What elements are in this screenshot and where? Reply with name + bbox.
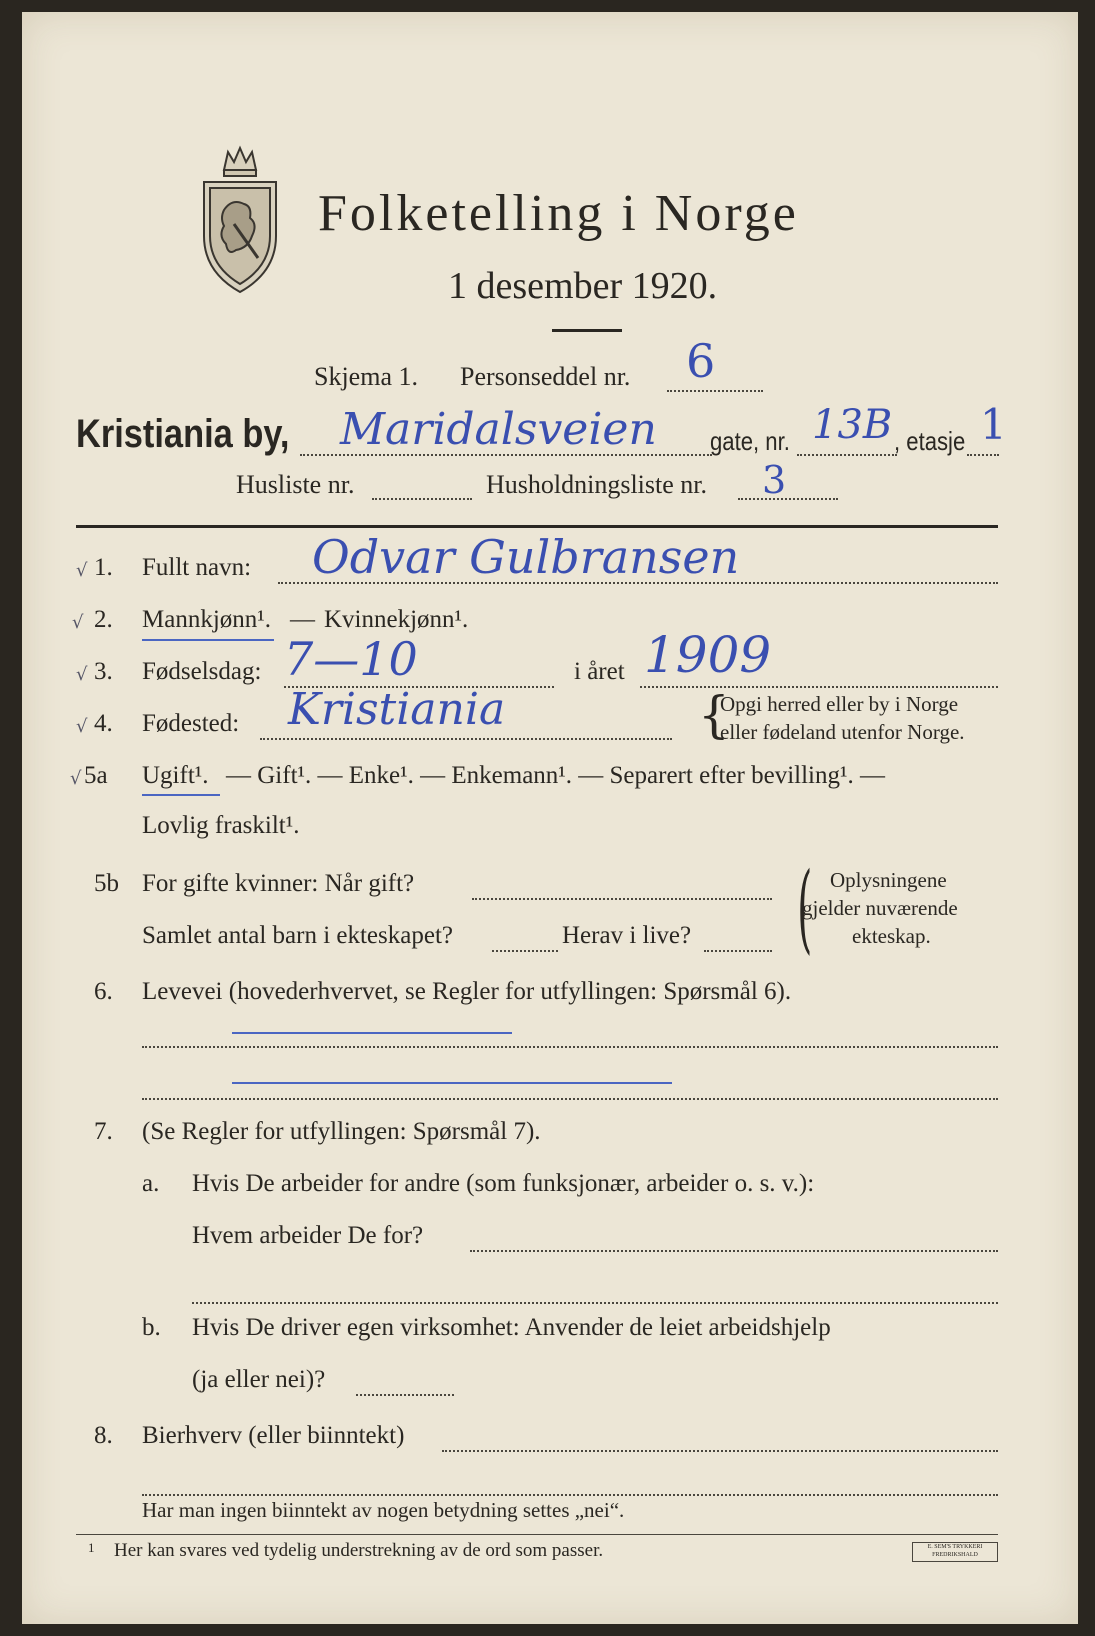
income-note: Har man ingen biinntekt av nogen betydning settes „nei“. [142, 1498, 625, 1522]
footnote-text: Her kan svares ved tydelig understrekning av de ord som passer. [114, 1540, 604, 1561]
married-when-label: For gifte kvinner: Når gift? [142, 870, 415, 897]
marital-option-unmarried[interactable]: Ugift¹. [142, 762, 209, 789]
q7a-letter: a. [142, 1170, 160, 1197]
form-title: Folketelling i Norge [318, 185, 799, 242]
birthplace-note-1: Opgi herred eller by i Norge [720, 692, 959, 716]
full-name-value: Odvar Gulbransen [312, 530, 740, 584]
check-mark-icon: √ [76, 664, 88, 685]
employer-field-1[interactable] [470, 1250, 998, 1252]
check-mark-icon: √ [76, 716, 88, 737]
census-date: 1 desember 1920. [448, 265, 718, 307]
etasje-label: , etasje [894, 426, 966, 456]
children-label: Samlet antal barn i ekteskapet? [142, 922, 453, 949]
q3-number: 3. [94, 658, 113, 685]
check-mark-icon: √ [70, 768, 82, 789]
marriage-note-1: Oplysningene [830, 868, 947, 892]
q3-label: Fødselsdag: [142, 658, 262, 685]
q8-label: Bierhverv (eller biinntekt) [142, 1422, 405, 1449]
check-mark-icon: √ [76, 560, 88, 581]
q7-number: 7. [94, 1118, 113, 1145]
personseddel-label: Personseddel nr. [460, 362, 631, 391]
employer-field-2[interactable] [192, 1302, 998, 1304]
occupation-field-2[interactable] [142, 1098, 998, 1100]
married-when-field[interactable] [472, 898, 772, 900]
q1-label: Fullt navn: [142, 554, 252, 581]
husholdning-value: 3 [762, 458, 787, 502]
gate-nr-field[interactable] [797, 454, 897, 456]
q4-number: 4. [94, 710, 113, 737]
footnote-mark: 1 [88, 1540, 95, 1555]
gender-separator: — [290, 606, 315, 633]
q7a-line-2: Hvem arbeider De for? [192, 1222, 424, 1249]
gender-option-male[interactable]: Mannkjønn¹. [142, 606, 272, 633]
husliste-field[interactable] [372, 498, 472, 500]
city-label: Kristiania by, [76, 412, 290, 456]
q7b-line-2: (ja eller nei)? [192, 1366, 326, 1393]
header-divider [76, 525, 998, 528]
marital-option-divorced[interactable]: Lovlig fraskilt¹. [142, 812, 300, 839]
gender-option-female[interactable]: Kvinnekjønn¹. [324, 606, 469, 633]
birthday-value: 7—10 [284, 632, 418, 686]
unmarried-underline [142, 794, 220, 796]
marital-options[interactable]: — Gift¹. — Enke¹. — Enkemann¹. — Separert efter bevilling¹. — [226, 762, 885, 789]
q4-label: Fødested: [142, 710, 240, 737]
skjema-label: Skjema 1. [314, 362, 418, 391]
q7a-line-1: Hvis De arbeider for andre (som funksjonær, arbeider o. s. v.): [192, 1170, 815, 1197]
birthplace-note-2: eller fødeland utenfor Norge. [720, 720, 965, 744]
children-count-field[interactable] [492, 950, 558, 952]
year-label: i året [574, 658, 625, 685]
side-income-field-1[interactable] [442, 1450, 998, 1452]
marriage-note-2: gjelder nuværende [802, 896, 958, 920]
q7b-letter: b. [142, 1314, 161, 1341]
personseddel-value: 6 [686, 334, 716, 388]
q7-label: (Se Regler for utfyllingen: Spørsmål 7). [142, 1118, 541, 1145]
husholdning-field[interactable] [738, 498, 838, 500]
q2-number: 2. [94, 606, 113, 633]
brace-icon: { [698, 686, 730, 744]
gate-nr-value: 13B [812, 402, 893, 448]
q6-number: 6. [94, 978, 113, 1005]
etasje-value: 1 [980, 400, 1007, 449]
birthplace-field[interactable] [260, 738, 672, 740]
street-value: Maridalsveien [340, 404, 657, 455]
census-form-page [22, 12, 1078, 1624]
title-underline [552, 329, 622, 332]
q7b-line-1: Hvis De driver egen virksomhet: Anvender de leiet arbeidshjelp [192, 1314, 831, 1341]
check-mark-icon: √ [72, 612, 84, 633]
occupation-field-1[interactable] [142, 1046, 998, 1048]
etasje-field[interactable] [967, 454, 999, 456]
birthplace-value: Kristiania [288, 684, 506, 735]
children-alive-field[interactable] [704, 950, 772, 952]
marriage-note-3: ekteskap. [852, 924, 931, 948]
male-underline [142, 639, 274, 641]
occupation-pen-line [232, 1082, 672, 1084]
q5a-number: 5a [84, 762, 108, 789]
coat-of-arms-icon [194, 140, 286, 300]
gate-label: gate, nr. [710, 426, 790, 456]
personseddel-field[interactable] [667, 390, 763, 392]
birth-year-value: 1909 [644, 626, 772, 684]
occupation-pen-line [232, 1032, 512, 1034]
q5b-number: 5b [94, 870, 119, 897]
q8-number: 8. [94, 1422, 113, 1449]
q6-label: Levevei (hovederhvervet, se Regler for utfyllingen: Spørsmål 6). [142, 978, 792, 1005]
printer-stamp: E. SEM'S TRYKKERI FREDRIKSHALD [912, 1542, 998, 1562]
brace-icon: ( [797, 852, 813, 964]
q1-number: 1. [94, 554, 113, 581]
footer-divider [76, 1534, 998, 1535]
husliste-label: Husliste nr. [236, 470, 355, 499]
hired-help-field[interactable] [356, 1394, 454, 1396]
birth-year-field[interactable] [640, 686, 998, 688]
alive-label: Herav i live? [562, 922, 692, 949]
side-income-field-2[interactable] [142, 1494, 998, 1496]
husholdning-label: Husholdningsliste nr. [486, 470, 708, 499]
